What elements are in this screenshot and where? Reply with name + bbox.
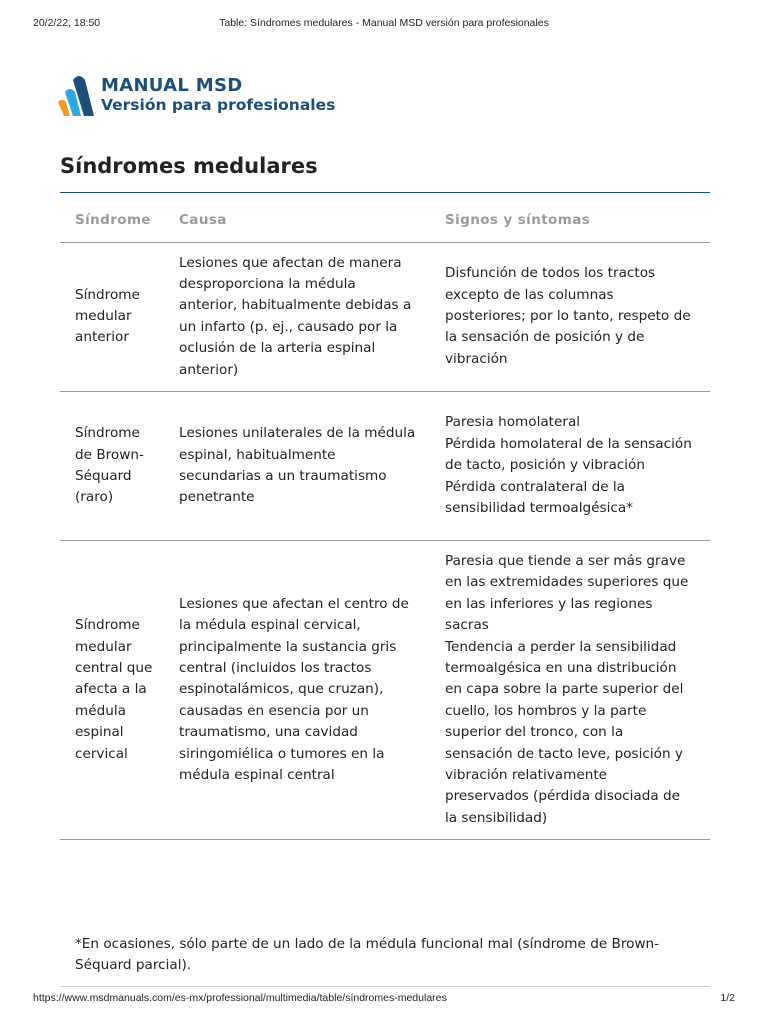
cell-signs: [430, 391, 710, 540]
cell-signs: [430, 242, 710, 391]
sign-item: Paresia homolateral: [445, 414, 581, 431]
cell-syndrome: Síndrome medular anterior: [60, 242, 164, 391]
header-syndrome: Síndrome: [60, 200, 164, 242]
table-row: [60, 540, 710, 839]
logo-title: MANUAL MSD: [101, 74, 243, 96]
sign-item: Tendencia a perder la sensibilidad termoalgésica en una distribución en capa sobre la parte superior del cuello, los hombros y la parte superior del tronco, con la sensación de tacto leve, posición y vibración relativamente preservados (pérdida disociada de la sensibilidad): [445, 638, 684, 826]
sign-item: Disfunción de todos los tractos excepto de las columnas posteriores; por lo tanto, respeto de la sensación de posición y de vibración: [445, 265, 691, 367]
header-signs: Signos y síntomas: [430, 200, 710, 242]
site-logo[interactable]: [56, 72, 335, 118]
sign-item: Pérdida contralateral de la sensibilidad termoalgésica*: [445, 478, 633, 517]
cell-syndrome: Síndrome medular central que afecta a la médula espinal cervical: [60, 540, 164, 839]
cell-cause: Lesiones unilaterales de la médula espinal, habitualmente secundarias a un traumatismo penetrante: [164, 391, 430, 540]
cell-signs: [430, 540, 710, 839]
page-title: Síndromes medulares: [60, 154, 318, 178]
cell-cause: Lesiones que afectan de manera desproporciona la médula anterior, habitualmente debidas a un infarto (p. ej., causado por la oclusión de la arteria espinal anterior): [164, 242, 430, 391]
title-divider: [60, 192, 710, 193]
print-header: [33, 17, 735, 29]
table-footnote: *En ocasiones, sólo parte de un lado de la médula funcional mal (síndrome de Brown-Séquard parcial).: [75, 936, 660, 974]
msd-manual-logo-icon: [56, 72, 96, 118]
cell-cause: Lesiones que afectan el centro de la médula espinal cervical, principalmente la sustancia gris central (incluidos los tractos espinotalámicos, que cruzan), causadas en esencia por un traumatismo, una cavidad siringomiélica o tumores en la médula espinal central: [164, 540, 430, 839]
table-header-row: [60, 200, 710, 242]
header-cause: Causa: [164, 200, 430, 242]
cell-syndrome: Síndrome de Brown-Séquard (raro): [60, 391, 164, 540]
print-doc-title: Table: Síndromes medulares - Manual MSD versión para profesionales: [219, 17, 549, 29]
footer-divider: [60, 986, 710, 987]
print-page-number: 1/2: [720, 992, 735, 1004]
logo-subtitle: Versión para profesionales: [101, 96, 336, 115]
print-url[interactable]: https://www.msdmanuals.com/es-mx/professional/multimedia/table/síndromes-medulares: [33, 992, 447, 1004]
sign-item: Pérdida homolateral de la sensación de tacto, posición y vibración: [445, 435, 692, 474]
syndromes-table: [60, 200, 710, 840]
sign-item: Paresia que tiende a ser más grave en las extremidades superiores que en las inferiores y las regiones sacras: [445, 552, 689, 634]
table-row: [60, 242, 710, 391]
print-footer: [33, 992, 735, 1004]
table-row: [60, 391, 710, 540]
print-datetime: 20/2/22, 18:50: [33, 17, 101, 29]
